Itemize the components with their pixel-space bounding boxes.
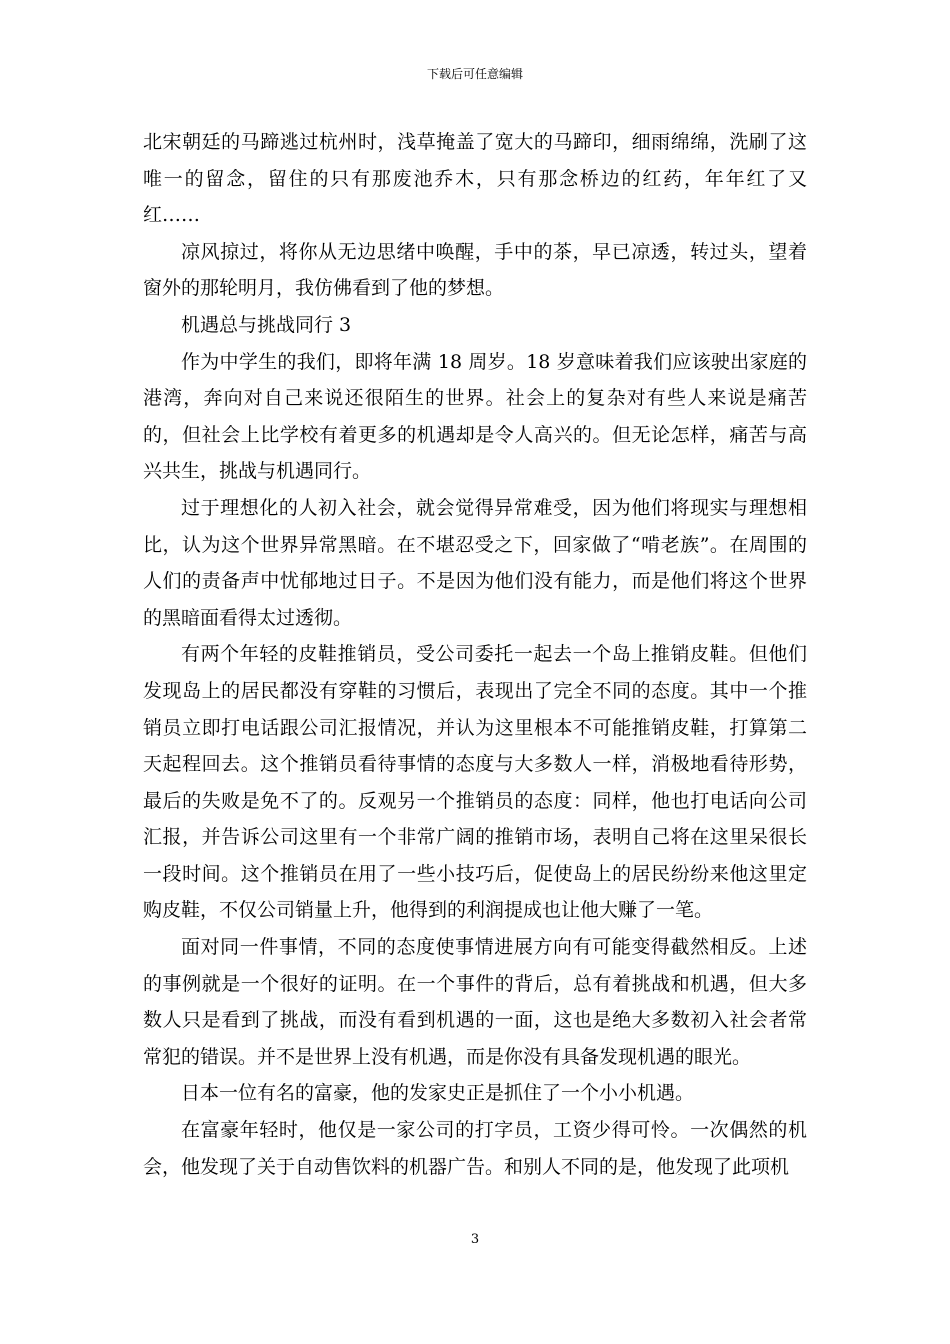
paragraph-7: 面对同一件事情，不同的态度使事情进展方向有可能变得截然相反。上述的事例就是一个很好的证明。在一个事件的背后，总有着挑战和机遇，但大多数人只是看到了挑战，而没有看到机遇的一面，这也是绝大多数初入社会者常常犯的错误。并不是世界上没有机遇，而是你没有具备发现机遇的眼光。 (143, 936, 807, 1068)
paragraph-4: 作为中学生的我们，即将年满 18 周岁。18 岁意味着我们应该驶出家庭的港湾，奔向对自己来说还很陌生的世界。社会上的复杂对有些人来说是痛苦的，但社会上比学校有着更多的机遇却是令人高兴的。但无论怎样，痛苦与高兴共生，挑战与机遇同行。 (143, 350, 807, 483)
section-heading: 机遇总与挑战同行 3 (181, 313, 352, 336)
paragraph-9: 在富豪年轻时，他仅是一家公司的打字员，工资少得可怜。一次偶然的机会，他发现了关于自动售饮料的机器广告。和别人不同的是，他发现了此项机 (143, 1119, 807, 1178)
paragraph-6: 有两个年轻的皮鞋推销员，受公司委托一起去一个岛上推销皮鞋。但他们发现岛上的居民都没有穿鞋的习惯后，表现出了完全不同的态度。其中一个推销员立即打电话跟公司汇报情况，并认为这里根本不可能推销皮鞋，打算第二天起程回去。这个推销员看待事情的态度与大多数人一样，消极地看待形势，最后的失败是免不了的。反观另一个推销员的态度：同样，他也打电话向公司汇报，并告诉公司这里有一个非常广阔的推销市场，表明自己将在这里呆很长一段时间。这个推销员在用了一些小技巧后，促使岛上的居民纷纷来他这里定购皮鞋，不仅公司销量上升，他得到的利润提成也让他大赚了一笔。 (143, 643, 807, 922)
paragraph-2: 凉风掠过，将你从无边思绪中唤醒，手中的茶，早已凉透，转过头，望着窗外的那轮明月，我仿佛看到了他的梦想。 (143, 240, 807, 300)
paragraph-1: 北宋朝廷的马蹄逃过杭州时，浅草掩盖了宽大的马蹄印，细雨绵绵，洗刷了这唯一的留念，留住的只有那废池乔木，只有那念桥边的红药，年年红了又红…… (143, 131, 807, 227)
paragraph-8: 日本一位有名的富豪，他的发家史正是抓住了一个小小机遇。 (181, 1082, 695, 1105)
page-header: 下载后可任意编辑 (426, 67, 523, 81)
document-body (143, 124, 807, 1185)
paragraph-5: 过于理想化的人初入社会，就会觉得异常难受，因为他们将现实与理想相比，认为这个世界异常黑暗。在不堪忍受之下，回家做了“啃老族”。在周围的人们的责备声中忧郁地过日子。不是因为他们没有能力，而是他们将这个世界的黑暗面看得太过透彻。 (143, 496, 807, 629)
page-number: 3 (470, 1232, 480, 1247)
